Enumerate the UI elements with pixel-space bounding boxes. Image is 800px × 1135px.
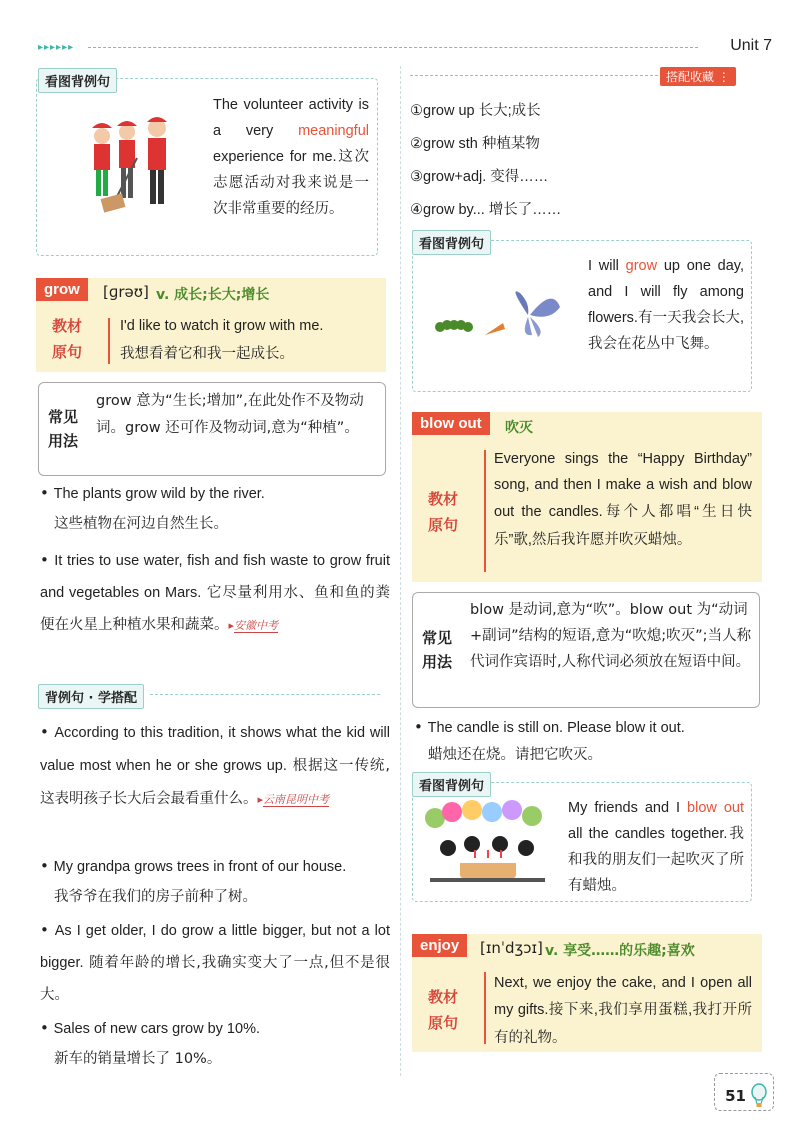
highlight-word: meaningful	[298, 123, 369, 139]
label-line-2: 原句	[428, 1014, 459, 1032]
collocation-item: ②grow sth 种植某物	[410, 136, 540, 152]
sentence-cn: 有一天我会长大,我会在花丛中飞舞。	[588, 310, 744, 352]
grow-word-pill: grow	[36, 278, 88, 301]
grow-sentence-en: I'd like to watch it grow with me.	[120, 318, 324, 334]
picture-example-text-2	[588, 253, 744, 357]
highlight-word: grow	[329, 553, 362, 569]
picture-example-tag-1: 看图背例句	[38, 68, 117, 93]
example-en-mid: it	[645, 720, 661, 736]
grow-label	[52, 313, 82, 365]
highlight-word: grow	[625, 258, 658, 274]
picture-example-tag-3: 看图背例句	[412, 772, 491, 797]
label-line-2: 原句	[52, 343, 83, 361]
blowout-definition: 吹灭	[505, 420, 533, 436]
example-cn: 随着年龄的增长,我确实变大了一点,但不是很大。	[40, 955, 390, 1003]
example-en: Sales of new cars	[53, 1021, 173, 1037]
example-en-end: wild by the river.	[156, 486, 265, 502]
usage-label-blowout	[422, 626, 452, 674]
example-en-end: fruit and vegetables on Mars.	[40, 553, 390, 601]
highlight-word-2: out	[660, 720, 681, 736]
highlight-word: grow by	[172, 1021, 223, 1037]
bullet-dot: •	[414, 718, 423, 736]
collocation-item: ①grow up 长大;成长	[410, 103, 541, 119]
sentence-en: I will	[588, 258, 626, 274]
bullet-dot: •	[40, 723, 49, 741]
picture-example-text-1	[213, 92, 369, 222]
sentence-en: My friends and I	[568, 800, 688, 816]
label-line-1: 教材	[52, 317, 83, 335]
example-1	[40, 477, 390, 509]
birthday-party-illustration	[420, 800, 555, 890]
column-divider	[400, 66, 401, 1076]
sentence-en: Next, we enjoy the cake, and I open all my gifts.	[494, 975, 752, 1018]
bullet-dot: •	[40, 551, 49, 569]
exam-source-tip: ▸云南昆明中考	[257, 793, 330, 806]
blowout-label-divider	[484, 450, 486, 572]
label-line-2: 原句	[428, 516, 459, 534]
example-4	[40, 850, 390, 882]
usage-line-2: 用法	[48, 432, 79, 450]
example-cn: 它尽量利用水、鱼和鱼的粪便在火星上种植水果和蔬菜。	[40, 585, 390, 633]
exam-source: 安徽中考	[234, 619, 279, 632]
bullet-dot: •	[40, 857, 49, 875]
usage-line-1: 常见	[422, 629, 453, 647]
picture-example-tag-2: 看图背例句	[412, 230, 491, 255]
example-en-end: , but not a lot bigger.	[40, 923, 390, 971]
usage-line-1: 常见	[48, 408, 79, 426]
butterfly-illustration	[430, 285, 565, 345]
unit-title: Unit 7	[730, 37, 772, 54]
collocation-list	[410, 95, 561, 227]
example-en: As I get older, I do	[54, 923, 182, 939]
example-1-cn: 这些植物在河边自然生长。	[54, 516, 228, 532]
example-4-cn: 我爷爷在我们的房子前种了树。	[54, 889, 257, 905]
sentence-en: Everyone sings the “Happy Birthday” song, and then I make a wish and blow out the candles.	[494, 451, 752, 520]
grow-label-divider	[108, 318, 110, 364]
enjoy-label	[428, 984, 458, 1036]
example-6	[40, 1012, 390, 1044]
section-tag-collocations: 背例句 · 学搭配	[38, 684, 144, 709]
example-en: The plants	[53, 486, 126, 502]
sentence-en-end: all the candles together.	[568, 826, 728, 842]
sentence-cn: 每个人都唱“生日快乐”歌,然后我许愿并吹灭蜡烛。	[494, 504, 752, 548]
enjoy-definition: v. 享受……的乐趣;喜欢	[545, 943, 695, 959]
collect-rule	[410, 75, 658, 76]
enjoy-sentence	[494, 970, 752, 1052]
sentence-cn: 接下来,我们享用蛋糕,我打开所有的礼物。	[494, 1002, 752, 1046]
example-6-cn: 新车的销量增长了 10%。	[54, 1051, 222, 1067]
usage-text-blowout: blow 是动词,意为“吹”。blow out 为“动词+副词”结构的短语,意为“吹熄;吹灭”;当人称代词作宾语时,人称代词必须放在短语中间。	[470, 602, 752, 670]
collocation-item: ③grow+adj. 变得……	[410, 169, 549, 185]
sentence-en: The volunteer activity is a very	[213, 97, 369, 139]
highlight-word: grow	[181, 923, 214, 939]
sentence-cn: 这次志愿活动对我来说是一次非常重要的经历。	[213, 149, 369, 217]
example-en-end: .	[282, 758, 287, 774]
example-en-end: in front of our house.	[209, 859, 347, 875]
volunteer-illustration	[72, 108, 192, 218]
highlight-word-2: bigger	[262, 923, 302, 939]
exam-source: 云南昆明中考	[263, 793, 330, 806]
label-line-1: 教材	[428, 490, 459, 508]
blowout-word-pill: blow out	[412, 412, 490, 435]
enjoy-phonetic: [ɪnˈdʒɔɪ]	[480, 939, 543, 957]
grow-definition: v. 成长;长大;增长	[156, 287, 270, 303]
blowout-label	[428, 486, 458, 538]
sentence-cn: 我和我的朋友们一起吹灭了所有蜡烛。	[568, 826, 745, 894]
blowout-sentence	[494, 446, 752, 554]
page-number: 51	[725, 1087, 746, 1105]
example-2	[40, 544, 390, 642]
collocation-item: ④grow by... 增长了……	[410, 202, 562, 218]
example-en-mid: a little	[213, 923, 263, 939]
section-rule	[150, 694, 380, 695]
example-5	[40, 914, 390, 1010]
usage-label-grow	[48, 405, 78, 453]
bullet-dot: •	[40, 1019, 49, 1037]
usage-text-grow: grow 意为“生长;增加”,在此处作不及物动词。grow 还可作及物动词,意为“种植”。	[96, 393, 364, 436]
example-en-end: .	[680, 720, 685, 736]
example-en: My grandpa	[53, 859, 135, 875]
label-line-1: 教材	[428, 988, 459, 1006]
enjoy-word-pill: enjoy	[412, 934, 467, 957]
example-en-end: 10%.	[222, 1021, 260, 1037]
highlight-word: grows trees	[134, 859, 210, 875]
sentence-en-end: up one day, and I will fly among flowers.	[588, 258, 744, 326]
highlight-word: blow out	[687, 800, 744, 816]
example-en: It tries to use water, fish and fish waste to	[54, 553, 330, 569]
picture-example-text-3	[568, 795, 744, 899]
grow-phonetic: [ɡrəʊ]	[103, 283, 149, 301]
exam-source-tip: ▸安徽中考	[228, 619, 279, 632]
collect-tag: 搭配收藏 ⋮	[660, 67, 736, 86]
example-en: According to this tradition, it shows what the kid will value most when he or she	[40, 725, 390, 774]
grow-sentence-cn: 我想看着它和我一起成长。	[120, 346, 294, 362]
example-7	[414, 713, 764, 741]
bullet-dot: •	[40, 484, 49, 502]
example-en: The candle is still on. Please	[427, 720, 616, 736]
collect-tag-label: 搭配收藏	[666, 70, 715, 84]
highlight-word: blow	[615, 720, 646, 736]
usage-line-2: 用法	[422, 653, 453, 671]
bullet-dot: •	[40, 921, 49, 939]
example-3	[40, 716, 390, 816]
sentence-en-end: experience for me.	[213, 149, 337, 165]
header-rule	[88, 47, 698, 48]
enjoy-label-divider	[484, 972, 486, 1044]
balloon-icon	[750, 1083, 768, 1109]
example-cn: 根据这一传统,这表明孩子长大后会最看重什么。	[40, 758, 390, 807]
example-7-cn: 蜡烛还在烧。请把它吹灭。	[428, 747, 602, 763]
highlight-word: grow	[125, 486, 157, 502]
header-arrows: ▸▸▸▸▸▸	[38, 42, 75, 53]
highlight-word: grows up	[223, 758, 283, 774]
